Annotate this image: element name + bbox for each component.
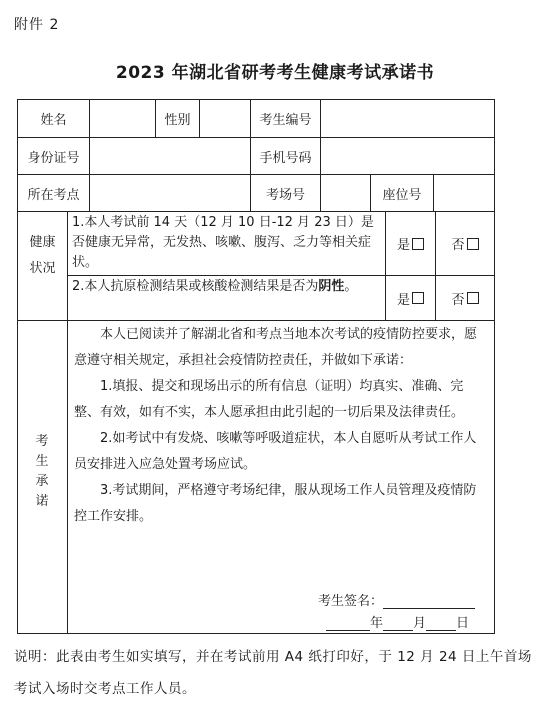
pledge-intro: 本人已阅读并了解湖北省和考点当地本次考试的疫情防控要求，愿意遵守相关规定，承担社会疫情防控责任，并做如下承诺： (74, 327, 478, 368)
exam-site-field[interactable] (90, 175, 250, 211)
health-q1-yes[interactable]: 是 (386, 212, 435, 275)
candidate-number-field[interactable] (321, 100, 494, 137)
month-field[interactable] (383, 616, 413, 631)
year-field[interactable] (326, 616, 370, 631)
pledge-item-1: 1.填报、提交和现场出示的所有信息（证明）均真实、准确、完整、有效，如有不实，本人愿承担由此引起的一切后果及法律责任。 (74, 379, 465, 420)
date-row: 年 月 日 (326, 612, 469, 631)
checkbox-icon[interactable] (412, 292, 424, 304)
pledge-label: 考 生 承 诺 (35, 434, 49, 509)
day-field[interactable] (426, 616, 456, 631)
signature-row (318, 590, 475, 609)
health-status-label: 健康 状况 (29, 235, 56, 276)
signature-field[interactable] (383, 594, 475, 609)
attachment-label: 附件 2 (14, 17, 60, 33)
health-q1-no[interactable]: 否 (436, 212, 494, 275)
pledge-item-2: 2.如考试中有发烧、咳嗽等呼吸道症状，本人自愿听从考试工作人员安排进入应急处置考场应试。 (74, 431, 477, 472)
exam-room-label: 考场号 (265, 187, 305, 203)
gender-field[interactable] (200, 100, 250, 137)
exam-room-field[interactable] (321, 175, 370, 211)
pledge-body (74, 322, 488, 530)
health-q2-yes[interactable]: 是 (386, 276, 435, 320)
candidate-number-label: 考生编号 (259, 113, 312, 128)
id-number-field[interactable] (90, 138, 250, 174)
health-question-2: 2.本人抗原检测结果或核酸检测结果是否为阴性。 (72, 279, 358, 294)
name-field[interactable] (90, 100, 155, 137)
checkbox-icon[interactable] (467, 292, 479, 304)
checkbox-icon[interactable] (467, 238, 479, 250)
checkbox-icon[interactable] (412, 238, 424, 250)
phone-label: 手机号码 (259, 150, 312, 166)
gender-label: 性别 (164, 113, 191, 128)
health-q2-no[interactable]: 否 (436, 276, 494, 320)
exam-site-label: 所在考点 (27, 187, 80, 203)
footer-note: 说明：此表由考生如实填写，并在考试前用 A4 纸打印好，于 12 月 24 日上午首场考试入场时交考点工作人员。 (14, 649, 532, 697)
phone-field[interactable] (321, 138, 494, 174)
name-label: 姓名 (40, 113, 67, 128)
page-title: 2023 年湖北省研考考生健康考试承诺书 (115, 63, 435, 83)
pledge-item-3: 3.考试期间，严格遵守考场纪律，服从现场工作人员管理及疫情防控工作安排。 (74, 483, 477, 524)
id-number-label: 身份证号 (27, 150, 80, 166)
health-question-1: 1.本人考试前 14 天（12 月 10 日-12 月 23 日）是否健康无异常，无发热、咳嗽、腹泻、乏力等相关症状。 (72, 215, 374, 270)
seat-number-field[interactable] (434, 175, 494, 211)
signature-label: 考生签名： (318, 594, 384, 609)
seat-number-label: 座位号 (382, 187, 422, 203)
